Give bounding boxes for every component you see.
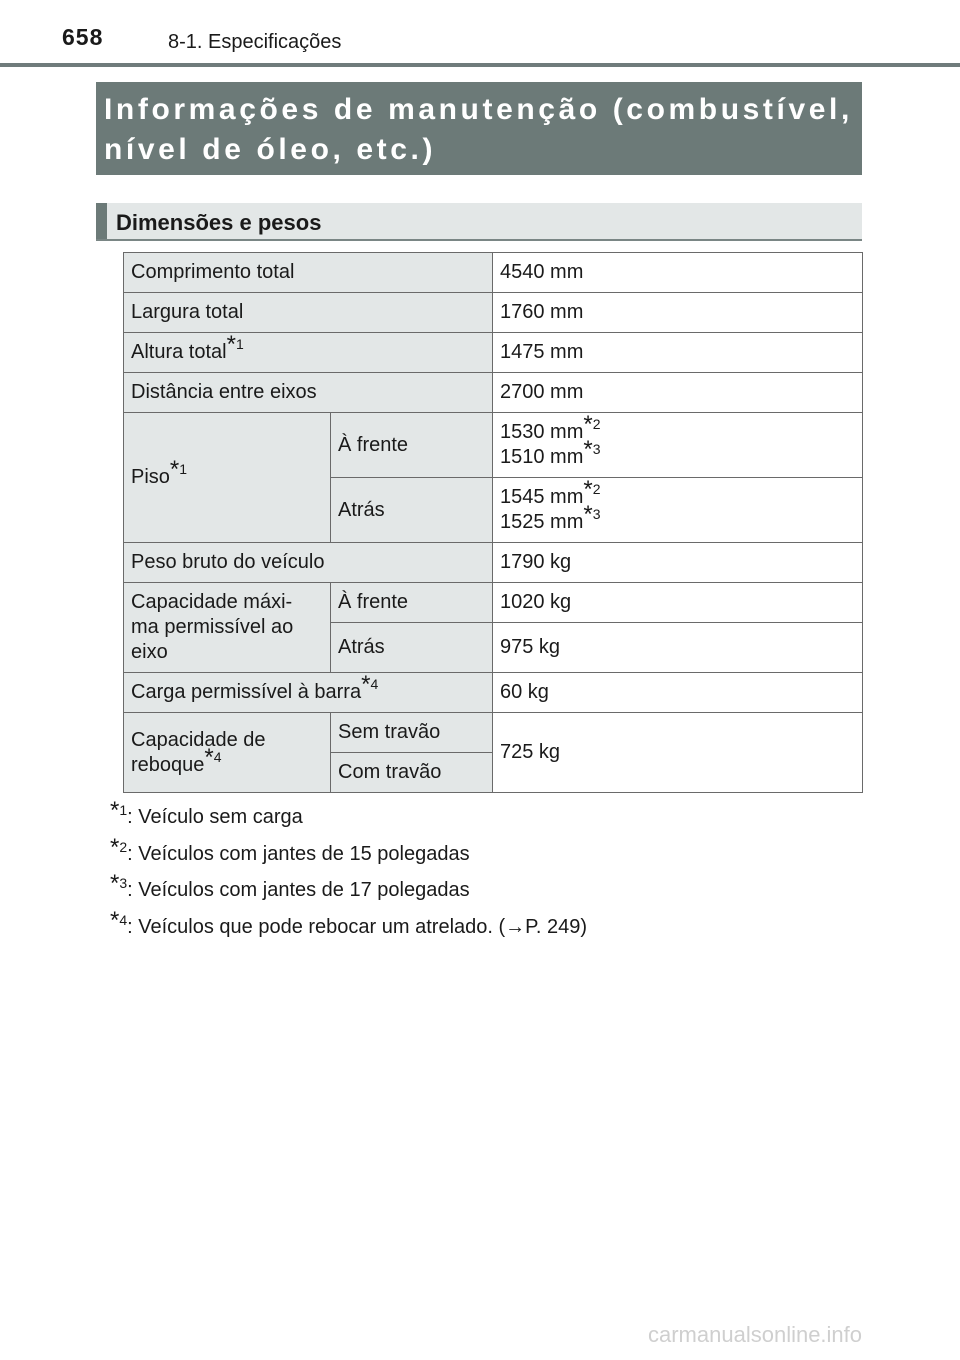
table-row	[124, 413, 863, 478]
table-row	[124, 543, 863, 583]
title-line-2: nível de óleo, etc.)	[104, 133, 437, 166]
row-value-piso-atras	[493, 478, 863, 543]
title-line-1: Informações de manutenção (combustível,	[104, 93, 853, 126]
footnote-1	[110, 797, 587, 839]
section-label: 8-1. Especificações	[168, 31, 342, 53]
table-row	[124, 333, 863, 373]
value-line	[500, 501, 855, 535]
table-row	[124, 583, 863, 623]
footnote-ref-number: 2	[592, 416, 601, 432]
sub-label-sem-travao: Sem travão	[331, 713, 493, 753]
row-value-reboque: 725 kg	[493, 713, 863, 793]
asterisk: *	[110, 833, 120, 861]
asterisk: *	[226, 331, 236, 358]
footnote-number: 2	[119, 838, 128, 855]
footnote-ref-number: 1	[179, 461, 188, 477]
footnote-text: : Veículos com jantes de 17 polegadas	[127, 879, 470, 901]
footnote-ref-number: 4	[213, 748, 222, 765]
label-line: ma permissível ao	[131, 616, 294, 638]
subsection-header	[96, 203, 862, 241]
footnote-2	[110, 833, 587, 876]
carga-barra-label-text: Carga permissível à barra	[131, 681, 362, 703]
subsection-title: Dimensões e pesos	[116, 210, 322, 235]
piso-frente-v1: 1530 mm	[500, 421, 584, 443]
row-value-piso-frente	[493, 413, 863, 478]
piso-atras-v2: 1525 mm	[500, 511, 584, 533]
footnote-ref-number: 3	[592, 441, 601, 457]
row-value-carga-barra: 60 kg	[493, 673, 863, 713]
row-label-carga-barra	[124, 673, 493, 713]
row-label-capacidade-eixo	[124, 583, 331, 673]
table-row	[124, 713, 863, 753]
row-value-eixo-atras: 975 kg	[493, 623, 863, 673]
row-label-reboque	[124, 713, 331, 793]
row-value-altura: 1475 mm	[493, 333, 863, 373]
sub-label-eixo-atras: Atrás	[331, 623, 493, 673]
footnote-ref	[583, 476, 601, 503]
footnote-ref	[583, 436, 601, 463]
row-value-distancia: 2700 mm	[493, 373, 863, 413]
footnote-text: : Veículos que pode rebocar um atrelado. (→P. 249)	[127, 915, 588, 938]
footnote-ref	[361, 671, 379, 698]
footnote-marker	[110, 906, 128, 934]
footnote-text: : Veículo sem carga	[127, 806, 303, 828]
label-line: Capacidade de	[131, 728, 266, 751]
dimensions-weights-table	[123, 252, 863, 793]
row-value-eixo-frente: 1020 kg	[493, 583, 863, 623]
row-value-comprimento: 4540 mm	[493, 253, 863, 293]
sub-label-piso-frente: À frente	[331, 413, 493, 478]
sub-label-piso-atras: Atrás	[331, 478, 493, 543]
label-line: eixo	[131, 641, 168, 663]
row-label-comprimento: Comprimento total	[124, 253, 493, 293]
asterisk: *	[110, 906, 120, 934]
asterisk: *	[204, 743, 214, 771]
asterisk: *	[583, 501, 593, 528]
asterisk: *	[169, 456, 180, 483]
table-row	[124, 293, 863, 333]
page-number: 658	[62, 24, 104, 50]
footnote-ref	[169, 456, 188, 483]
asterisk: *	[583, 436, 593, 463]
footnote-text: : Veículos com jantes de 15 polegadas	[127, 842, 470, 865]
footnote-ref	[583, 411, 601, 438]
asterisk: *	[110, 870, 120, 897]
footnote-marker	[110, 870, 128, 897]
asterisk: *	[361, 671, 371, 698]
footnote-ref	[204, 743, 222, 771]
sub-label-com-travao: Com travão	[331, 753, 493, 793]
asterisk: *	[110, 797, 120, 824]
footnote-ref-number: 3	[592, 506, 601, 522]
sub-label-eixo-frente: À frente	[331, 583, 493, 623]
footnote-number: 3	[119, 875, 128, 891]
footnote-3	[110, 870, 587, 912]
piso-frente-v2: 1510 mm	[500, 446, 584, 468]
altura-label-text: Altura total	[131, 341, 227, 363]
row-value-peso: 1790 kg	[493, 543, 863, 583]
footnote-ref	[583, 501, 601, 528]
piso-atras-v1: 1545 mm	[500, 486, 584, 508]
header-rule	[0, 63, 960, 67]
row-value-largura: 1760 mm	[493, 293, 863, 333]
title-banner	[96, 82, 862, 175]
footnote-marker	[110, 833, 128, 861]
label-line: Capacidade máxi-	[131, 591, 293, 613]
piso-label-text: Piso	[131, 466, 170, 488]
label-line	[131, 743, 323, 778]
watermark: carmanualsonline.info	[648, 1322, 863, 1347]
table-row	[124, 373, 863, 413]
footnote-number: 1	[119, 802, 128, 818]
footnote-number: 4	[119, 911, 128, 928]
asterisk: *	[583, 411, 593, 438]
footnote-4	[110, 906, 588, 949]
row-label-distancia: Distância entre eixos	[124, 373, 493, 413]
reboque-label-text: reboque	[131, 753, 205, 776]
row-label-peso: Peso bruto do veículo	[124, 543, 493, 583]
table-row	[124, 253, 863, 293]
footnote-ref-number: 4	[370, 676, 379, 692]
row-label-largura: Largura total	[124, 293, 493, 333]
row-label-altura	[124, 333, 493, 373]
value-line	[500, 476, 855, 510]
subsection-accent-bar	[96, 203, 107, 239]
value-line	[500, 436, 855, 470]
footnote-ref-number: 2	[592, 481, 601, 497]
asterisk: *	[583, 476, 593, 503]
value-line	[500, 411, 855, 445]
footnote-ref-number: 1	[235, 336, 244, 352]
footnote-marker	[110, 797, 128, 824]
row-label-piso	[124, 413, 331, 543]
footnote-ref	[226, 331, 244, 358]
footnotes	[110, 797, 588, 948]
table-row	[124, 673, 863, 713]
